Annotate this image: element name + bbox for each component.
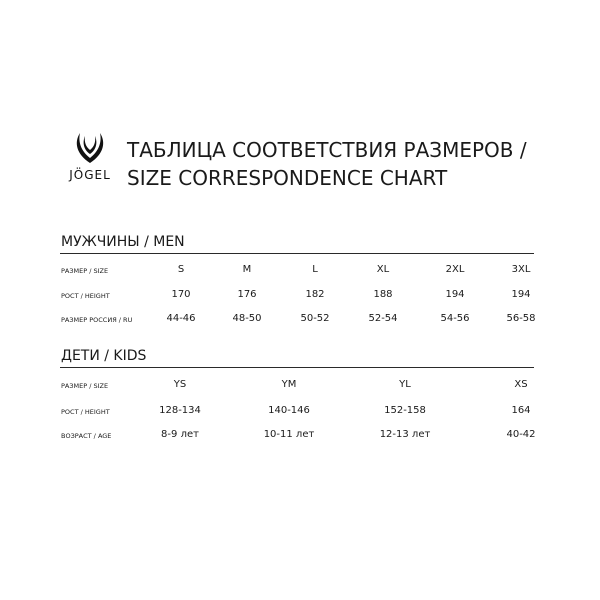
men-divider (60, 253, 534, 254)
men-size-cell: 2XL (445, 264, 465, 275)
kids-row-label-size: РАЗМЕР / SIZE (61, 382, 109, 390)
kids-height-cell: 164 (511, 405, 531, 416)
men-size-cell: 3XL (511, 264, 531, 275)
men-ru-size-cell: 48-50 (232, 313, 262, 324)
men-size-cell: XL (376, 264, 390, 275)
kids-height-cell: 152-158 (384, 405, 426, 416)
kids-age-cell: 12-13 лет (379, 429, 431, 440)
kids-section-title: ДЕТИ / KIDS (61, 348, 147, 364)
men-row-label-height: РОСТ / HEIGHT (61, 292, 110, 300)
men-ru-size-cell: 52-54 (368, 313, 398, 324)
men-height-cell: 188 (373, 289, 393, 300)
kids-row-label-height: РОСТ / HEIGHT (61, 408, 110, 416)
men-height-cell: 194 (511, 289, 531, 300)
men-ru-size-cell: 44-46 (166, 313, 196, 324)
title-line-en: SIZE CORRESPONDENCE CHART (127, 166, 448, 190)
men-ru-size-cell: 50-52 (300, 313, 330, 324)
jogel-logo-icon (72, 130, 108, 166)
kids-size-cell: XS (514, 379, 528, 390)
men-height-cell: 194 (445, 289, 465, 300)
men-row-label-size: РАЗМЕР / SIZE (61, 267, 109, 275)
kids-divider (60, 367, 534, 368)
men-height-cell: 170 (171, 289, 191, 300)
men-section-title: МУЖЧИНЫ / MEN (61, 234, 185, 250)
men-height-cell: 176 (237, 289, 257, 300)
kids-size-cell: YS (173, 379, 187, 390)
kids-size-cell: YL (399, 379, 411, 390)
brand-wordmark: JÖGEL (69, 168, 111, 182)
kids-height-cell: 128-134 (159, 405, 201, 416)
men-size-cell: L (312, 264, 318, 275)
title-line-ru: ТАБЛИЦА СООТВЕТСТВИЯ РАЗМЕРОВ / (127, 138, 527, 162)
men-ru-size-cell: 56-58 (506, 313, 536, 324)
men-size-cell: M (242, 264, 252, 275)
men-row-label-ru-size: РАЗМЕР РОССИЯ / RU (61, 316, 133, 324)
page-title (127, 136, 527, 192)
kids-row-label-age: ВОЗРАСТ / AGE (61, 432, 112, 440)
brand-logo (60, 130, 120, 192)
kids-age-cell: 10-11 лет (263, 429, 315, 440)
men-ru-size-cell: 54-56 (440, 313, 470, 324)
kids-size-cell: YM (281, 379, 297, 390)
kids-age-cell: 40-42 (506, 429, 536, 440)
men-height-cell: 182 (305, 289, 325, 300)
kids-age-cell: 8-9 лет (161, 429, 199, 440)
kids-height-cell: 140-146 (268, 405, 310, 416)
men-size-cell: S (177, 264, 185, 275)
